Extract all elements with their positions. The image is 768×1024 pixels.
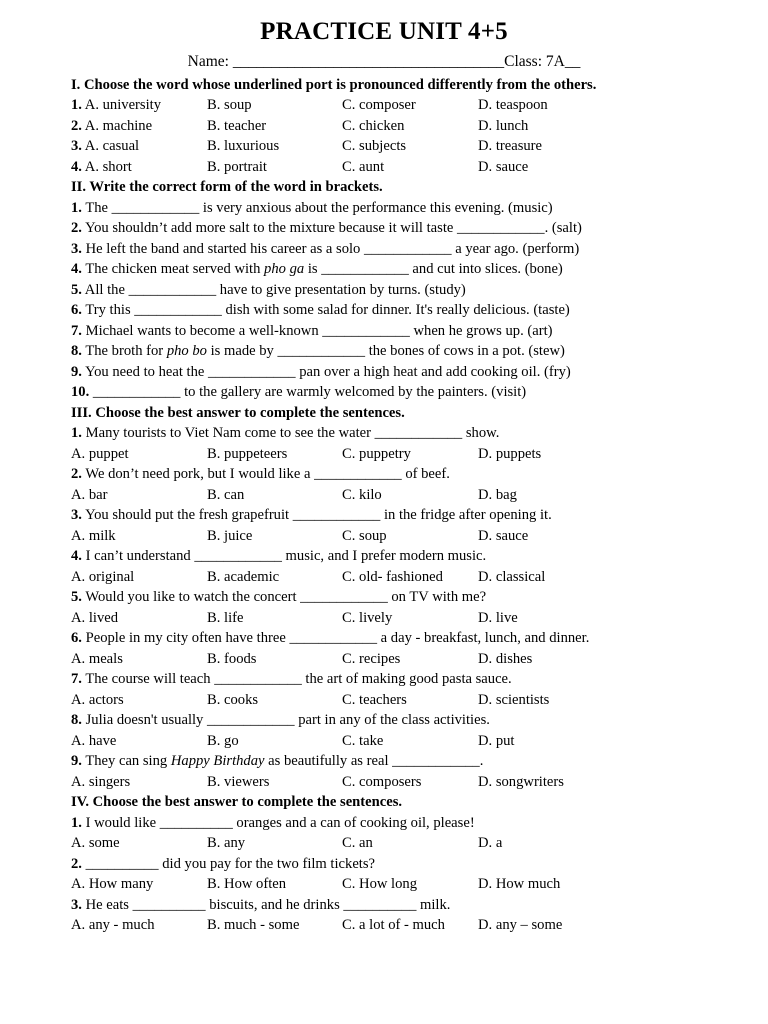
options-row: A. puppet B. puppeteers C. puppetry D. puppets	[71, 445, 542, 462]
question-line: 2. We don’t need pork, but I would like a ____________ of beef.	[71, 466, 450, 482]
question-row: 1. A. university B. soup C. composer D. teaspoon	[71, 97, 548, 113]
name-field[interactable]: Name: ___________________________________	[187, 53, 505, 70]
question-line: 8. The broth for pho bo is made by ____________ the bones of cows in a pot. (stew)	[71, 343, 565, 359]
question-row: 3. A. casual B. luxurious C. subjects D. treasure	[71, 138, 543, 154]
question-line: 8. Julia doesn't usually ____________ part in any of the class activities.	[71, 712, 490, 728]
name-class-line	[0, 52, 768, 73]
question-row: 4. A. short B. portrait C. aunt D. sauce	[71, 158, 529, 175]
options-row: A. lived B. life C. lively D. live	[71, 609, 518, 626]
question-line: 5. Would you like to watch the concert ____________ on TV with me?	[71, 589, 487, 605]
question-line: 4. I can’t understand ____________ music, and I prefer modern music.	[71, 548, 487, 564]
question-line: 2. You shouldn’t add more salt to the mixture because it will taste ____________. (salt)	[71, 220, 582, 236]
options-row: A. original B. academic C. old- fashioned D. classical	[71, 568, 546, 585]
question-line: 1. I would like __________ oranges and a can of cooking oil, please!	[71, 814, 475, 831]
question-line: 9. They can sing Happy Birthday as beautifully as real ____________.	[71, 753, 484, 769]
question-line: 2. __________ did you pay for the two film tickets?	[71, 855, 376, 872]
question-line: 3. You should put the fresh grapefruit ____________ in the fridge after opening it.	[71, 507, 552, 523]
question-line: 3. He eats __________ biscuits, and he drinks __________ milk.	[71, 896, 451, 913]
page-title: PRACTICE UNIT 4+5	[260, 18, 508, 45]
question-row: 2. A. machine B. teacher C. chicken D. lunch	[71, 117, 529, 134]
options-row: A. How many B. How often C. How long D. How much	[71, 876, 561, 892]
section-2-heading: II. Write the correct form of the word in brackets.	[71, 179, 383, 195]
options-row: A. some B. any C. an D. a	[71, 835, 503, 851]
options-row: A. bar B. can C. kilo D. bag	[71, 486, 517, 503]
question-line: 6. People in my city often have three ____________ a day - breakfast, lunch, and dinner.	[71, 630, 590, 646]
question-line: 7. Michael wants to become a well-known ____________ when he grows up. (art)	[71, 322, 553, 339]
question-line: 1. The ____________ is very anxious about the performance this evening. (music)	[71, 199, 553, 216]
options-row: A. have B. go C. take D. put	[71, 732, 515, 749]
question-line: 10. ____________ to the gallery are warmly welcomed by the painters. (visit)	[71, 384, 527, 400]
question-line: 9. You need to heat the ____________ pan over a high heat and add cooking oil. (fry)	[71, 363, 571, 380]
question-line: 5. All the ____________ have to give presentation by turns. (study)	[71, 281, 466, 298]
section-3-heading: III. Choose the best answer to complete the sentences.	[71, 404, 405, 421]
question-line: 4. The chicken meat served with pho ga is ____________ and cut into slices. (bone)	[71, 261, 563, 277]
options-row: A. milk B. juice C. soup D. sauce	[71, 527, 529, 544]
section-1-heading: I. Choose the word whose underlined port is pronounced differently from the others.	[71, 77, 597, 93]
class-field[interactable]: Class: 7A__	[504, 53, 581, 70]
section-4-heading: IV. Choose the best answer to complete the sentences.	[71, 794, 403, 810]
options-row: A. meals B. foods C. recipes D. dishes	[71, 650, 533, 667]
question-line: 7. The course will teach ____________ the art of making good pasta sauce.	[71, 671, 512, 687]
options-row: A. any - much B. much - some C. a lot of - much D. any – some	[71, 917, 563, 933]
question-line: 3. He left the band and started his career as a solo ____________ a year ago. (perform)	[71, 240, 580, 257]
options-row: A. actors B. cooks C. teachers D. scientists	[71, 691, 550, 708]
question-line: 6. Try this ____________ dish with some salad for dinner. It's really delicious. (taste)	[71, 302, 570, 318]
question-line: 1. Many tourists to Viet Nam come to see the water ____________ show.	[71, 425, 500, 441]
options-row: A. singers B. viewers C. composers D. songwriters	[71, 773, 564, 790]
